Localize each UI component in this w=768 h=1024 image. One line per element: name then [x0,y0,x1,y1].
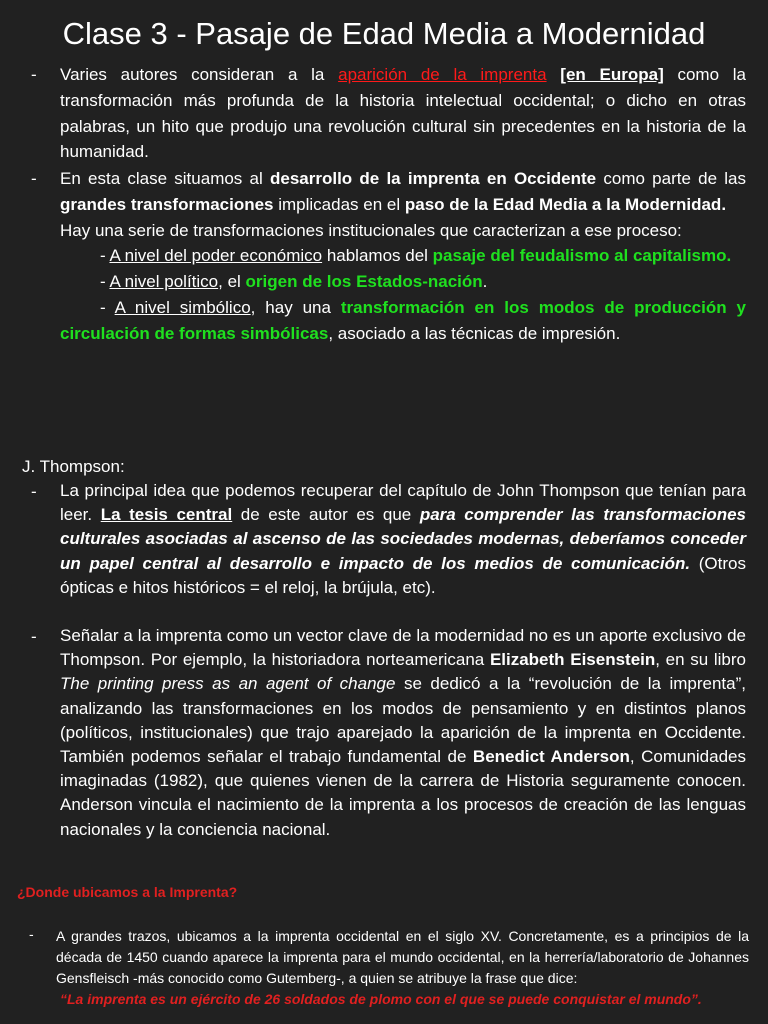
section-heading: ¿Donde ubicamos a la Imprenta? [17,884,238,900]
nivel-simbolico: - A nivel simbólico, hay una transformación en los modos de producción y circulación de formas simbólicas, asociado a las técnicas de impresión. [60,297,746,343]
paragraph-thompson: La principal idea que podemos recuperar del capítulo de John Thompson que tenían para leer. La tesis central de este autor es que para comprender las transformaciones culturales asociadas al ascenso de las sociedades modernas, deberíamos conceder un papel central al desarrollo e impacto de los medios de comunicación. (Otros ópticas e hitos históricos = el reloj, la brújula, etc). [60,481,746,597]
serie-transformaciones: Hay una serie de transformaciones institucionales que caracterizan a ese proceso: [60,220,682,240]
paragraph-imprenta-intro: Varies autores consideran a la aparición de la imprenta [en Europa] como la transformación más profunda de la historia intelectual occidental; o dicho en otras palabras, un hito que produjo una revolución cultural sin precedentes en la historia de la humanidad. [60,65,746,162]
paragraph-gutenberg: A grandes trazos, ubicamos a la imprenta occidental en el siglo XV. Concretamente, es a principios de la década de 1450 cuando aparece la imprenta para el mundo occidental, en la herrería/laboratorio de Johannes Gensfleisch -más conocido como Gutemberg-, a quien se atribuye la frase que dice: “La imprenta es un ejército de 26 soldados de plomo con el que se puede conquistar el mundo”. [56,928,749,1007]
page-title: Clase 3 - Pasaje de Edad Media a Modernidad [62,16,706,51]
nivel-economico: - A nivel del poder económico hablamos del pasaje del feudalismo al capitalismo. [100,246,732,266]
thompson-label: J. Thompson: [22,457,125,476]
paragraph-transformaciones: En esta clase situamos al desarrollo de la imprenta en Occidente como parte de las grandes transformaciones implicadas en el paso de la Edad Media a la Modernidad. Hay una serie de transformaciones institucionales que caracterizan a ese proceso: - A nivel del poder económico hablamos del pasaje del feudalismo al capitalismo. - A nivel político, el origen de los Estados-nación. - A nivel simbólico, hay una transformación en los modos de producción y circulación de formas simbólicas, asociado a las técnicas de impresión. [60,169,746,343]
bullet-dash: - [29,926,34,942]
paragraph-eisenstein-anderson: Señalar a la imprenta como un vector clave de la modernidad no es un aporte exclusivo de Thompson. Por ejemplo, la historiadora norteamericana Elizabeth Eisenstein, en su libro The printing press as an agent of change se dedicó a la “revolución de la imprenta”, analizando las transformaciones en los modos de pensamiento y en distintos planos (políticos, institucionales) que trajo aparejado la aparición de la imprenta en Occidente. También podemos señalar el trabajo fundamental de Benedict Anderson, Comunidades imaginadas (1982), que quienes vienen de la carrera de Historia seguramente conocen. Anderson vincula el nacimiento de la imprenta a los procesos de creación de las lenguas nacionales y la conciencia nacional. [60,626,746,839]
nivel-politico: - A nivel político, el origen de los Estados-nación. [100,272,488,292]
en-europa-label: [en Europa] [560,65,664,84]
bullet-dash: - [31,482,37,501]
book-title: The printing press as an agent of change [60,674,396,694]
imprenta-link[interactable]: aparición de la imprenta [338,65,547,84]
gutenberg-quote: “La imprenta es un ejército de 26 soldados de plomo con el que se puede conquistar el mundo”. [60,991,702,1007]
bullet-dash: - [31,627,37,646]
bullet-dash: - [31,169,37,188]
tesis-central-label: La tesis central [100,505,233,525]
bullet-dash: - [31,65,37,84]
